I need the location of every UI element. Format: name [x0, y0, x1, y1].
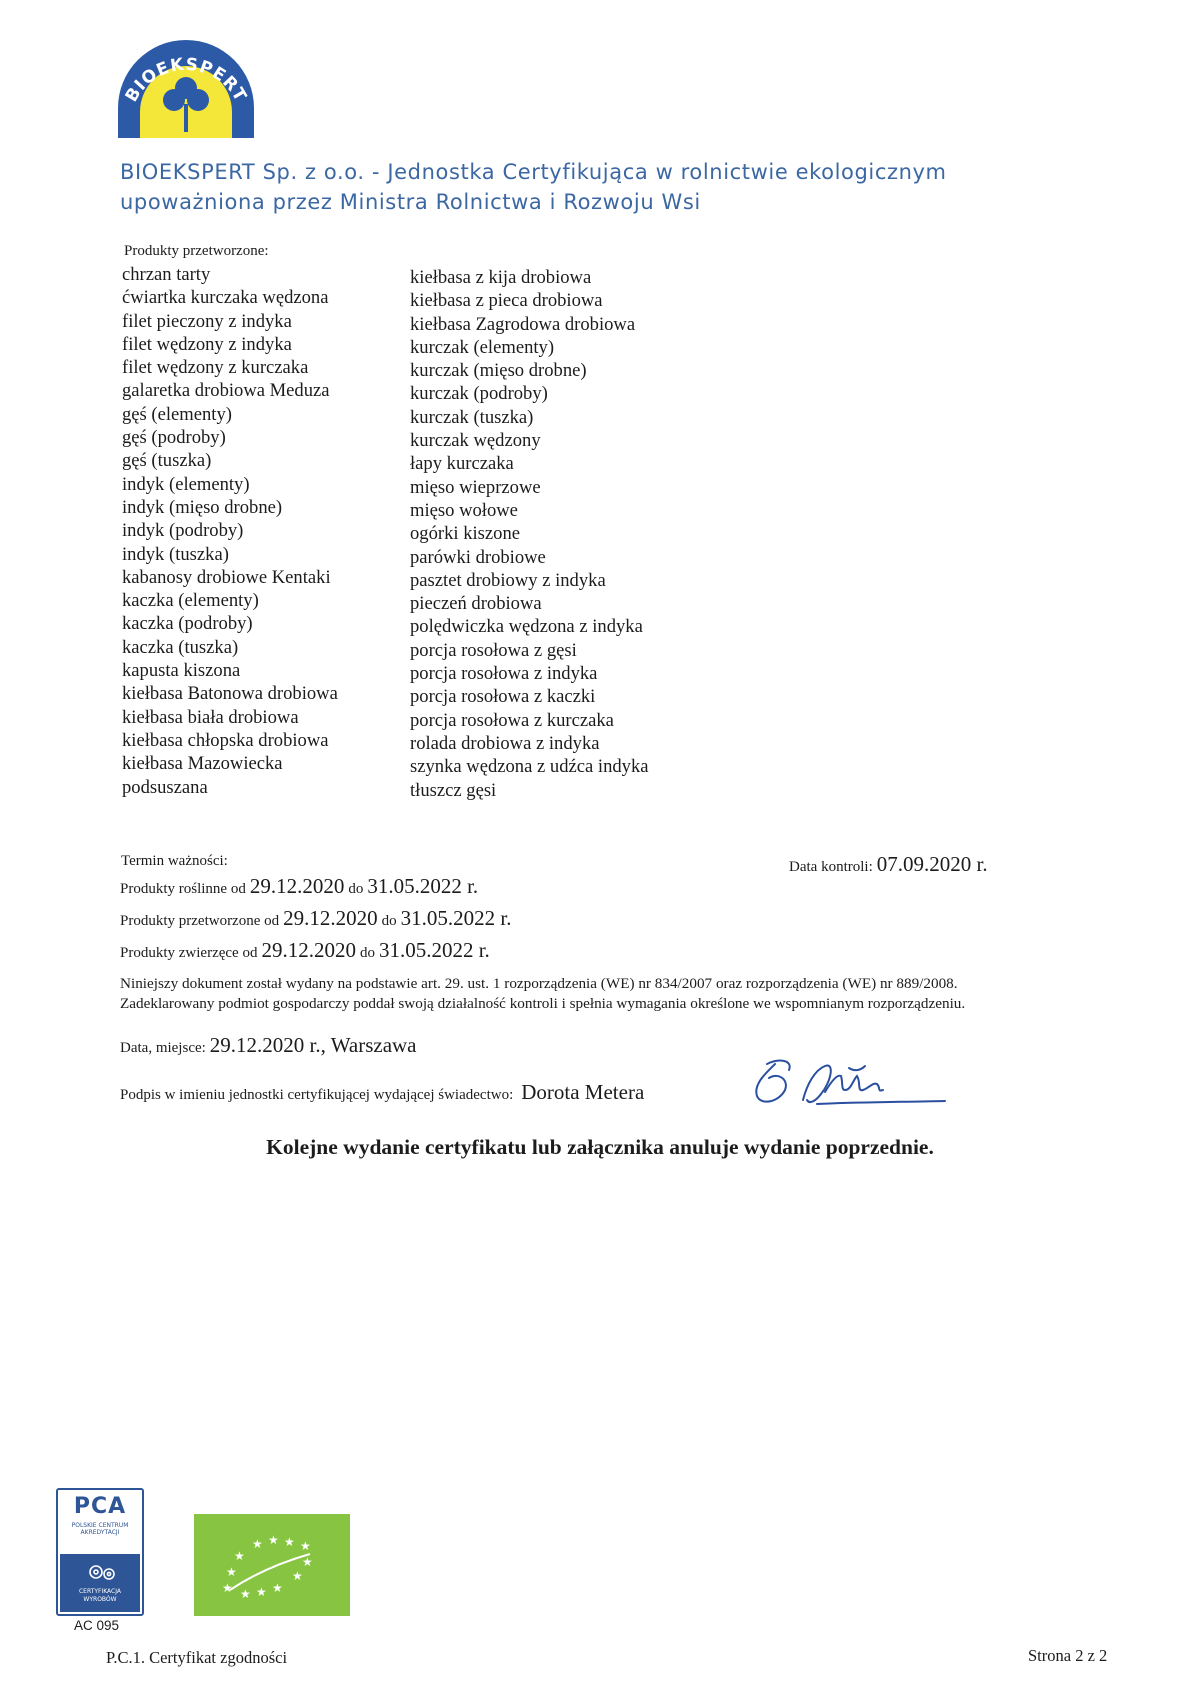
product-item: podsuszana: [122, 776, 208, 798]
validity-to-word: do: [348, 881, 364, 897]
validity-row-label: Produkty zwierzęce od: [120, 945, 258, 961]
svg-text:★: ★: [256, 1585, 267, 1599]
validity-from: 29.12.2020: [283, 906, 378, 930]
legal-line-2: Zadeklarowany podmiot gospodarczy poddał swoją działalność kontroli i spełnia wymagania określone we wspomnianym rozporządzeniu.: [120, 995, 966, 1012]
product-item: kapusta kiszona: [122, 660, 241, 682]
product-item: indyk (mięso drobne): [122, 496, 283, 518]
product-item: porcja rosołowa z indyka: [410, 663, 598, 685]
product-item: indyk (podroby): [122, 520, 244, 542]
product-item: kurczak (mięso drobne): [410, 360, 587, 382]
validity-from: 29.12.2020: [261, 938, 356, 962]
product-item: mięso wieprzowe: [410, 476, 541, 498]
product-item: ogórki kiszone: [410, 523, 520, 545]
signatory-label: Podpis w imieniu jednostki certyfikującej wydającej świadectwo:: [120, 1087, 514, 1103]
product-item: tłuszcz gęsi: [410, 779, 497, 801]
pca-line-4: WYROBÓW: [83, 1596, 117, 1603]
reissue-notice: Kolejne wydanie certyfikatu lub załącznika anuluje wydanie poprzednie.: [266, 1135, 934, 1159]
product-item: kiełbasa Batonowa drobiowa: [122, 683, 338, 705]
bioekspert-logo: [116, 38, 256, 140]
legal-line-1: Niniejszy dokument został wydany na podstawie art. 29. ust. 1 rozporządzenia (WE) nr 834/2007 oraz rozporządzenia (WE) nr 889/2008.: [120, 975, 958, 992]
products-label: Produkty przetworzone:: [124, 243, 269, 259]
control-date-label: Data kontroli:: [789, 859, 873, 875]
validity-to-word: do: [381, 913, 397, 929]
product-item: kurczak (elementy): [410, 336, 555, 358]
product-item: kaczka (podroby): [122, 613, 253, 635]
product-item: rolada drobiowa z indyka: [410, 732, 600, 754]
products-column-2: [410, 266, 649, 802]
product-item: kurczak (podroby): [410, 383, 548, 405]
product-item: kiełbasa Mazowiecka: [122, 753, 283, 775]
issue-label: Data, miejsce:: [120, 1040, 206, 1056]
legal-basis: [120, 974, 965, 1014]
svg-text:★: ★: [268, 1533, 279, 1547]
validity-to: 31.05.2022 r.: [400, 906, 512, 930]
product-item: kiełbasa chłopska drobiowa: [122, 729, 329, 751]
accreditation-number: AC 095: [74, 1618, 120, 1633]
validity-from: 29.12.2020: [249, 874, 345, 898]
product-item: kiełbasa z kija drobiowa: [410, 267, 592, 288]
validity-list: [120, 872, 511, 968]
logo-text: BIOEKSPERT: [121, 54, 251, 106]
product-item: kiełbasa biała drobiowa: [122, 706, 299, 728]
product-item: kaczka (tuszka): [122, 636, 239, 658]
product-item: kaczka (elementy): [122, 590, 259, 612]
validity-row-label: Produkty roślinne od: [120, 881, 246, 897]
product-item: gęś (podroby): [122, 427, 226, 449]
products-column-1: [122, 263, 338, 799]
gears-icon: [82, 1560, 122, 1584]
product-item: galaretka drobiowa Meduza: [122, 380, 330, 402]
product-item: kiełbasa Zagrodowa drobiowa: [410, 313, 636, 335]
product-item: mięso wołowe: [410, 499, 518, 521]
product-item: kurczak wędzony: [410, 430, 541, 452]
validity-row: [120, 936, 511, 968]
issue-value: 29.12.2020 r., Warszawa: [209, 1033, 417, 1057]
product-item: indyk (elementy): [122, 473, 250, 495]
heading-line-2: upoważniona przez Ministra Rolnictwa i Rozwoju Wsi: [120, 190, 701, 214]
certification-body-heading: [120, 157, 947, 217]
product-item: łapy kurczaka: [410, 453, 514, 475]
eu-organic-leaf-icon: [194, 1514, 350, 1616]
product-item: szynka wędzona z udźca indyka: [410, 756, 649, 778]
product-item: filet wędzony z indyka: [122, 333, 292, 355]
validity-row-label: Produkty przetworzone od: [120, 913, 280, 929]
product-item: gęś (tuszka): [122, 450, 212, 472]
svg-text:★: ★: [240, 1587, 251, 1601]
product-item: pieczeń drobiowa: [410, 593, 542, 615]
signatory: [120, 1080, 644, 1105]
validity-to-word: do: [359, 945, 375, 961]
svg-text:★: ★: [300, 1539, 311, 1553]
svg-text:★: ★: [234, 1549, 245, 1563]
product-item: kurczak (tuszka): [410, 406, 534, 428]
control-date-value: 07.09.2020 r.: [876, 852, 988, 876]
product-item: porcja rosołowa z kaczki: [410, 686, 596, 708]
product-item: pasztet drobiowy z indyka: [410, 569, 606, 591]
product-item: chrzan tarty: [122, 264, 211, 285]
pca-line-3: CERTYFIKACJA: [78, 1588, 122, 1595]
signatory-name: Dorota Metera: [521, 1080, 645, 1104]
validity-row: [120, 872, 511, 904]
pca-badge-panel: [60, 1554, 140, 1612]
svg-text:★: ★: [292, 1569, 303, 1583]
product-item: porcja rosołowa z gęsi: [410, 639, 577, 661]
validity-to: 31.05.2022 r.: [367, 874, 479, 898]
pca-name-line-1: POLSKIE CENTRUM: [71, 1522, 129, 1529]
control-date: [789, 852, 988, 877]
validity-row: [120, 904, 511, 936]
product-item: ćwiartka kurczaka wędzona: [122, 287, 329, 309]
page-number: Strona 2 z 2: [1028, 1646, 1108, 1665]
pca-name-line-2: AKREDYTACJI: [80, 1529, 120, 1536]
handwritten-signature: [745, 1052, 955, 1112]
pca-accreditation-badge: [56, 1488, 144, 1616]
svg-text:★: ★: [252, 1537, 263, 1551]
svg-text:★: ★: [284, 1535, 295, 1549]
product-item: kabanosy drobiowe Kentaki: [122, 566, 331, 588]
product-item: porcja rosołowa z kurczaka: [410, 709, 614, 731]
pca-logo: PCA: [73, 1494, 127, 1519]
product-item: kiełbasa z pieca drobiowa: [410, 290, 603, 312]
validity-to: 31.05.2022 r.: [378, 938, 490, 962]
product-item: filet wędzony z kurczaka: [122, 357, 309, 379]
product-item: parówki drobiowe: [410, 546, 546, 568]
svg-text:★: ★: [222, 1581, 233, 1595]
product-item: polędwiczka wędzona z indyka: [410, 616, 643, 638]
footer-document-code: P.C.1. Certyfikat zgodności: [106, 1648, 288, 1667]
svg-text:★: ★: [302, 1555, 313, 1569]
issue-date-place: [120, 1033, 417, 1058]
svg-text:★: ★: [272, 1581, 283, 1595]
heading-line-1: BIOEKSPERT Sp. z o.o. - Jednostka Certyfikująca w rolnictwie ekologicznym: [120, 160, 947, 184]
validity-label: Termin ważności:: [121, 853, 228, 869]
product-item: gęś (elementy): [122, 403, 232, 425]
svg-text:★: ★: [226, 1565, 237, 1579]
product-item: indyk (tuszka): [122, 543, 229, 565]
product-item: filet pieczony z indyka: [122, 310, 292, 332]
